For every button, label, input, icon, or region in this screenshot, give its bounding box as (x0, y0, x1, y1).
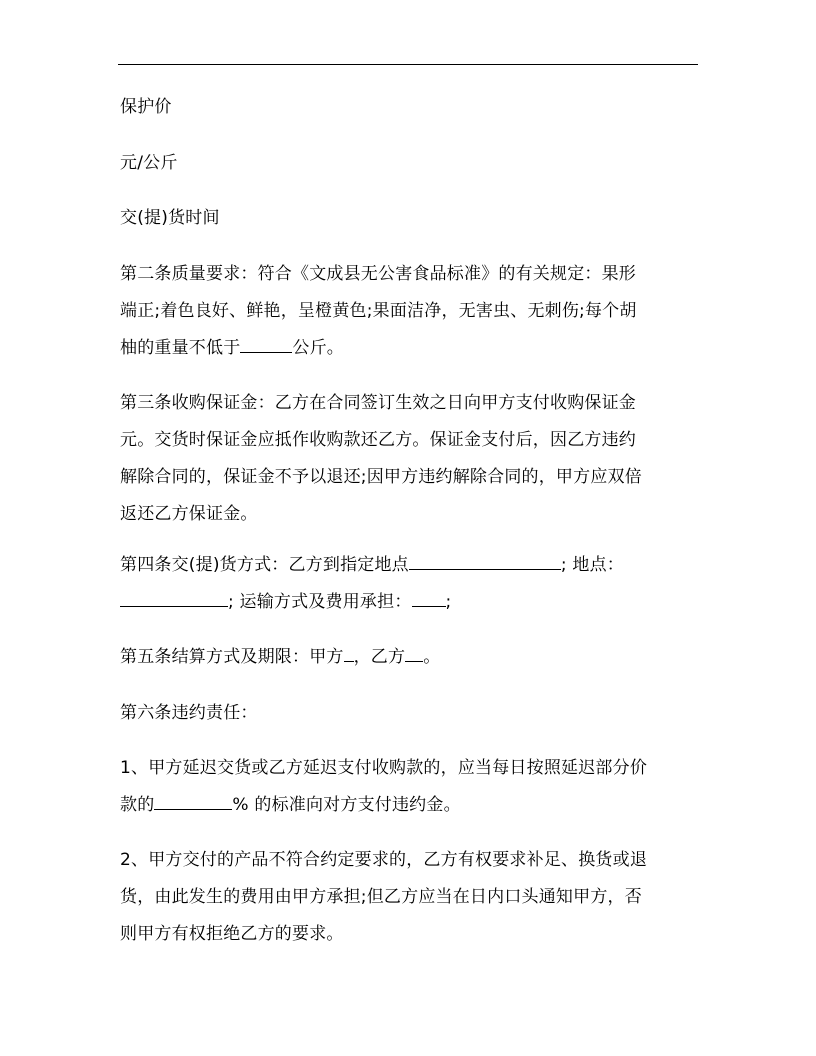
text-line: 1、甲方延迟交货或乙方延迟支付收购款的，应当每日按照延迟部分价 (120, 758, 648, 778)
paragraph-clause-2 (120, 842, 700, 953)
text-line (120, 639, 700, 676)
text-line: 返还乙方保证金。 (120, 504, 258, 524)
paragraph-article-2-quality (120, 256, 700, 367)
blank-field (154, 791, 232, 810)
text-line: 交(提)货时间 (120, 208, 220, 228)
text-segment: ; 运输方式及费用承担： (228, 592, 412, 612)
text-segment: 第四条交(提)货方式：乙方到指定地点 (120, 555, 409, 575)
text-line (120, 787, 700, 824)
blank-field (120, 588, 228, 607)
text-segment: 。 (423, 647, 441, 667)
paragraph-article-5-settlement (120, 639, 700, 676)
text-line: 保护价 (120, 97, 172, 117)
text-line: 则甲方有权拒绝乙方的要求。 (120, 924, 344, 944)
blank-field (405, 643, 423, 662)
text-line: 端正;着色良好、鲜艳，呈橙黄色;果面洁净，无害虫、无刺伤;每个胡 (120, 301, 637, 321)
text-line: 货，由此发生的费用由甲方承担;但乙方应当在日内口头通知甲方，否 (120, 887, 642, 907)
header-rule (118, 64, 698, 65)
paragraph-protect-price (120, 89, 700, 126)
text-line: 第六条违约责任： (120, 703, 258, 723)
text-line: 元。交货时保证金应抵作收购款还乙方。保证金支付后，因乙方违约 (120, 430, 636, 450)
blank-field (412, 588, 446, 607)
text-segment: 公斤。 (292, 338, 345, 358)
text-segment: % 的标准向对方支付违约金。 (232, 795, 461, 815)
text-segment: 柚的重量不低于 (120, 338, 241, 358)
text-line: 第三条收购保证金：乙方在合同签订生效之日向甲方支付收购保证金 (120, 393, 636, 413)
text-line (120, 584, 700, 621)
paragraph-article-4-delivery-method (120, 547, 700, 621)
paragraph-delivery-time (120, 200, 700, 237)
text-segment: ; 地点： (560, 555, 625, 575)
text-line: 解除合同的，保证金不予以退还;因甲方违约解除合同的，甲方应双倍 (120, 467, 642, 487)
blank-field (409, 551, 561, 570)
text-segment: 第五条结算方式及期限：甲方 (120, 647, 344, 667)
blank-field (240, 334, 292, 353)
text-line (120, 547, 700, 584)
paragraph-clause-1 (120, 750, 700, 824)
text-line: 第二条质量要求：符合《文成县无公害食品标准》的有关规定：果形 (120, 264, 636, 284)
text-segment: 款的 (120, 795, 155, 815)
text-segment: ; (445, 592, 452, 612)
blank-field (344, 643, 354, 662)
text-line: 元/公斤 (120, 153, 178, 173)
paragraph-unit (120, 145, 700, 182)
paragraph-article-6-liability (120, 695, 700, 732)
paragraph-article-3-deposit (120, 385, 700, 533)
text-line (120, 330, 700, 367)
text-line: 2、甲方交付的产品不符合约定要求的，乙方有权要求补足、换货或退 (120, 850, 648, 870)
text-segment: ，乙方 (353, 647, 406, 667)
